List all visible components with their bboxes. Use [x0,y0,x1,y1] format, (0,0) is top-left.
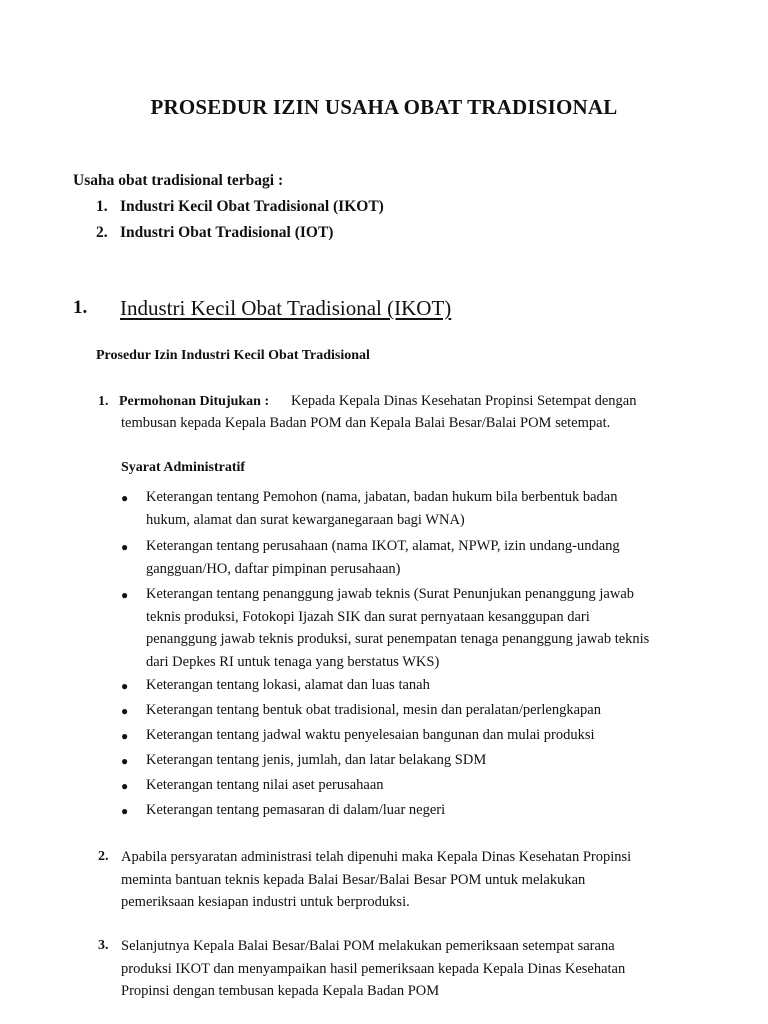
intro-item-2-text: Industri Obat Tradisional (IOT) [120,224,334,241]
bullet-item-8: Keterangan tentang nilai aset perusahaan [146,777,384,793]
bullet-icon: ● [121,729,129,743]
step-1-line-1: Kepada Kepala Dinas Kesehatan Propinsi Setempat dengan [291,393,637,409]
section-subheading: Prosedur Izin Industri Kecil Obat Tradisional [96,348,370,363]
bullet-icon: ● [121,704,129,718]
bullet-icon: ● [121,804,129,818]
bullet-item-7: Keterangan tentang jenis, jumlah, dan latar belakang SDM [146,752,487,768]
step-3-number: 3. [98,938,109,953]
intro-item-2-num: 2. [96,224,108,241]
document-title: PROSEDUR IZIN USAHA OBAT TRADISIONAL [150,95,618,119]
step-2-number: 2. [98,849,109,864]
step-2-text: Apabila persyaratan administrasi telah dipenuhi maka Kepala Dinas Kesehatan Propinsi meminta bantuan teknis kepada Balai Besar/Balai Besar POM untuk melakukan pemeriksaan kesiapan industri untuk berproduksi. [121,849,632,910]
bullet-item-4: Keterangan tentang lokasi, alamat dan luas tanah [146,677,430,693]
bullet-icon: ● [121,754,129,768]
bullet-item-5: Keterangan tentang bentuk obat tradisional, mesin dan peralatan/perlengkapan [146,702,601,718]
section-title: Industri Kecil Obat Tradisional (IKOT) [120,296,452,320]
step-1-number: 1. [98,394,109,409]
bullet-icon: ● [121,491,129,505]
bullet-item-1: Keterangan tentang Pemohon (nama, jabatan, badan hukum bila berbentuk badan hukum, alamat dan surat kewarganegaraan bagi WNA) [146,489,618,528]
section-number: 1. [73,297,88,318]
bullet-icon: ● [121,779,129,793]
bullet-item-6: Keterangan tentang jadwal waktu penyelesaian bangunan dan mulai produksi [146,727,595,743]
step-1-label: Permohonan Ditujukan : [119,394,270,409]
step-3-text: Selanjutnya Kepala Balai Besar/Balai POM melakukan pemeriksaan setempat sarana produksi IKOT dan menyampaikan hasil pemeriksaan kepada Kepala Dinas Kesehatan Propinsi dengan tembusan kepada Kepala Badan POM [121,938,626,999]
intro-lead: Usaha obat tradisional terbagi : [73,172,284,189]
bullet-item-2: Keterangan tentang perusahaan (nama IKOT, alamat, NPWP, izin undang-undang gangguan/HO, daftar pimpinan perusahaan) [146,538,620,577]
intro-item-1-text: Industri Kecil Obat Tradisional (IKOT) [120,198,384,215]
intro-item-1-num: 1. [96,198,108,215]
bullet-icon: ● [121,540,129,554]
syarat-heading: Syarat Administratif [121,460,246,475]
bullet-icon: ● [121,588,129,602]
bullet-item-3: Keterangan tentang penanggung jawab teknis (Surat Penunjukan penanggung jawab teknis produksi, Fotokopi Ijazah SIK dan surat pernyataan kesanggupan dari penanggung jawab teknis produksi, surat penempatan tenaga penanggung jawab teknis dari Depkes RI untuk tenaga yang berstatus WKS) [146,586,650,670]
bullet-icon: ● [121,679,129,693]
step-1-line-2: tembusan kepada Kepala Badan POM dan Kepala Balai Besar/Balai POM setempat. [121,415,611,431]
bullet-item-9: Keterangan tentang pemasaran di dalam/luar negeri [146,802,446,818]
